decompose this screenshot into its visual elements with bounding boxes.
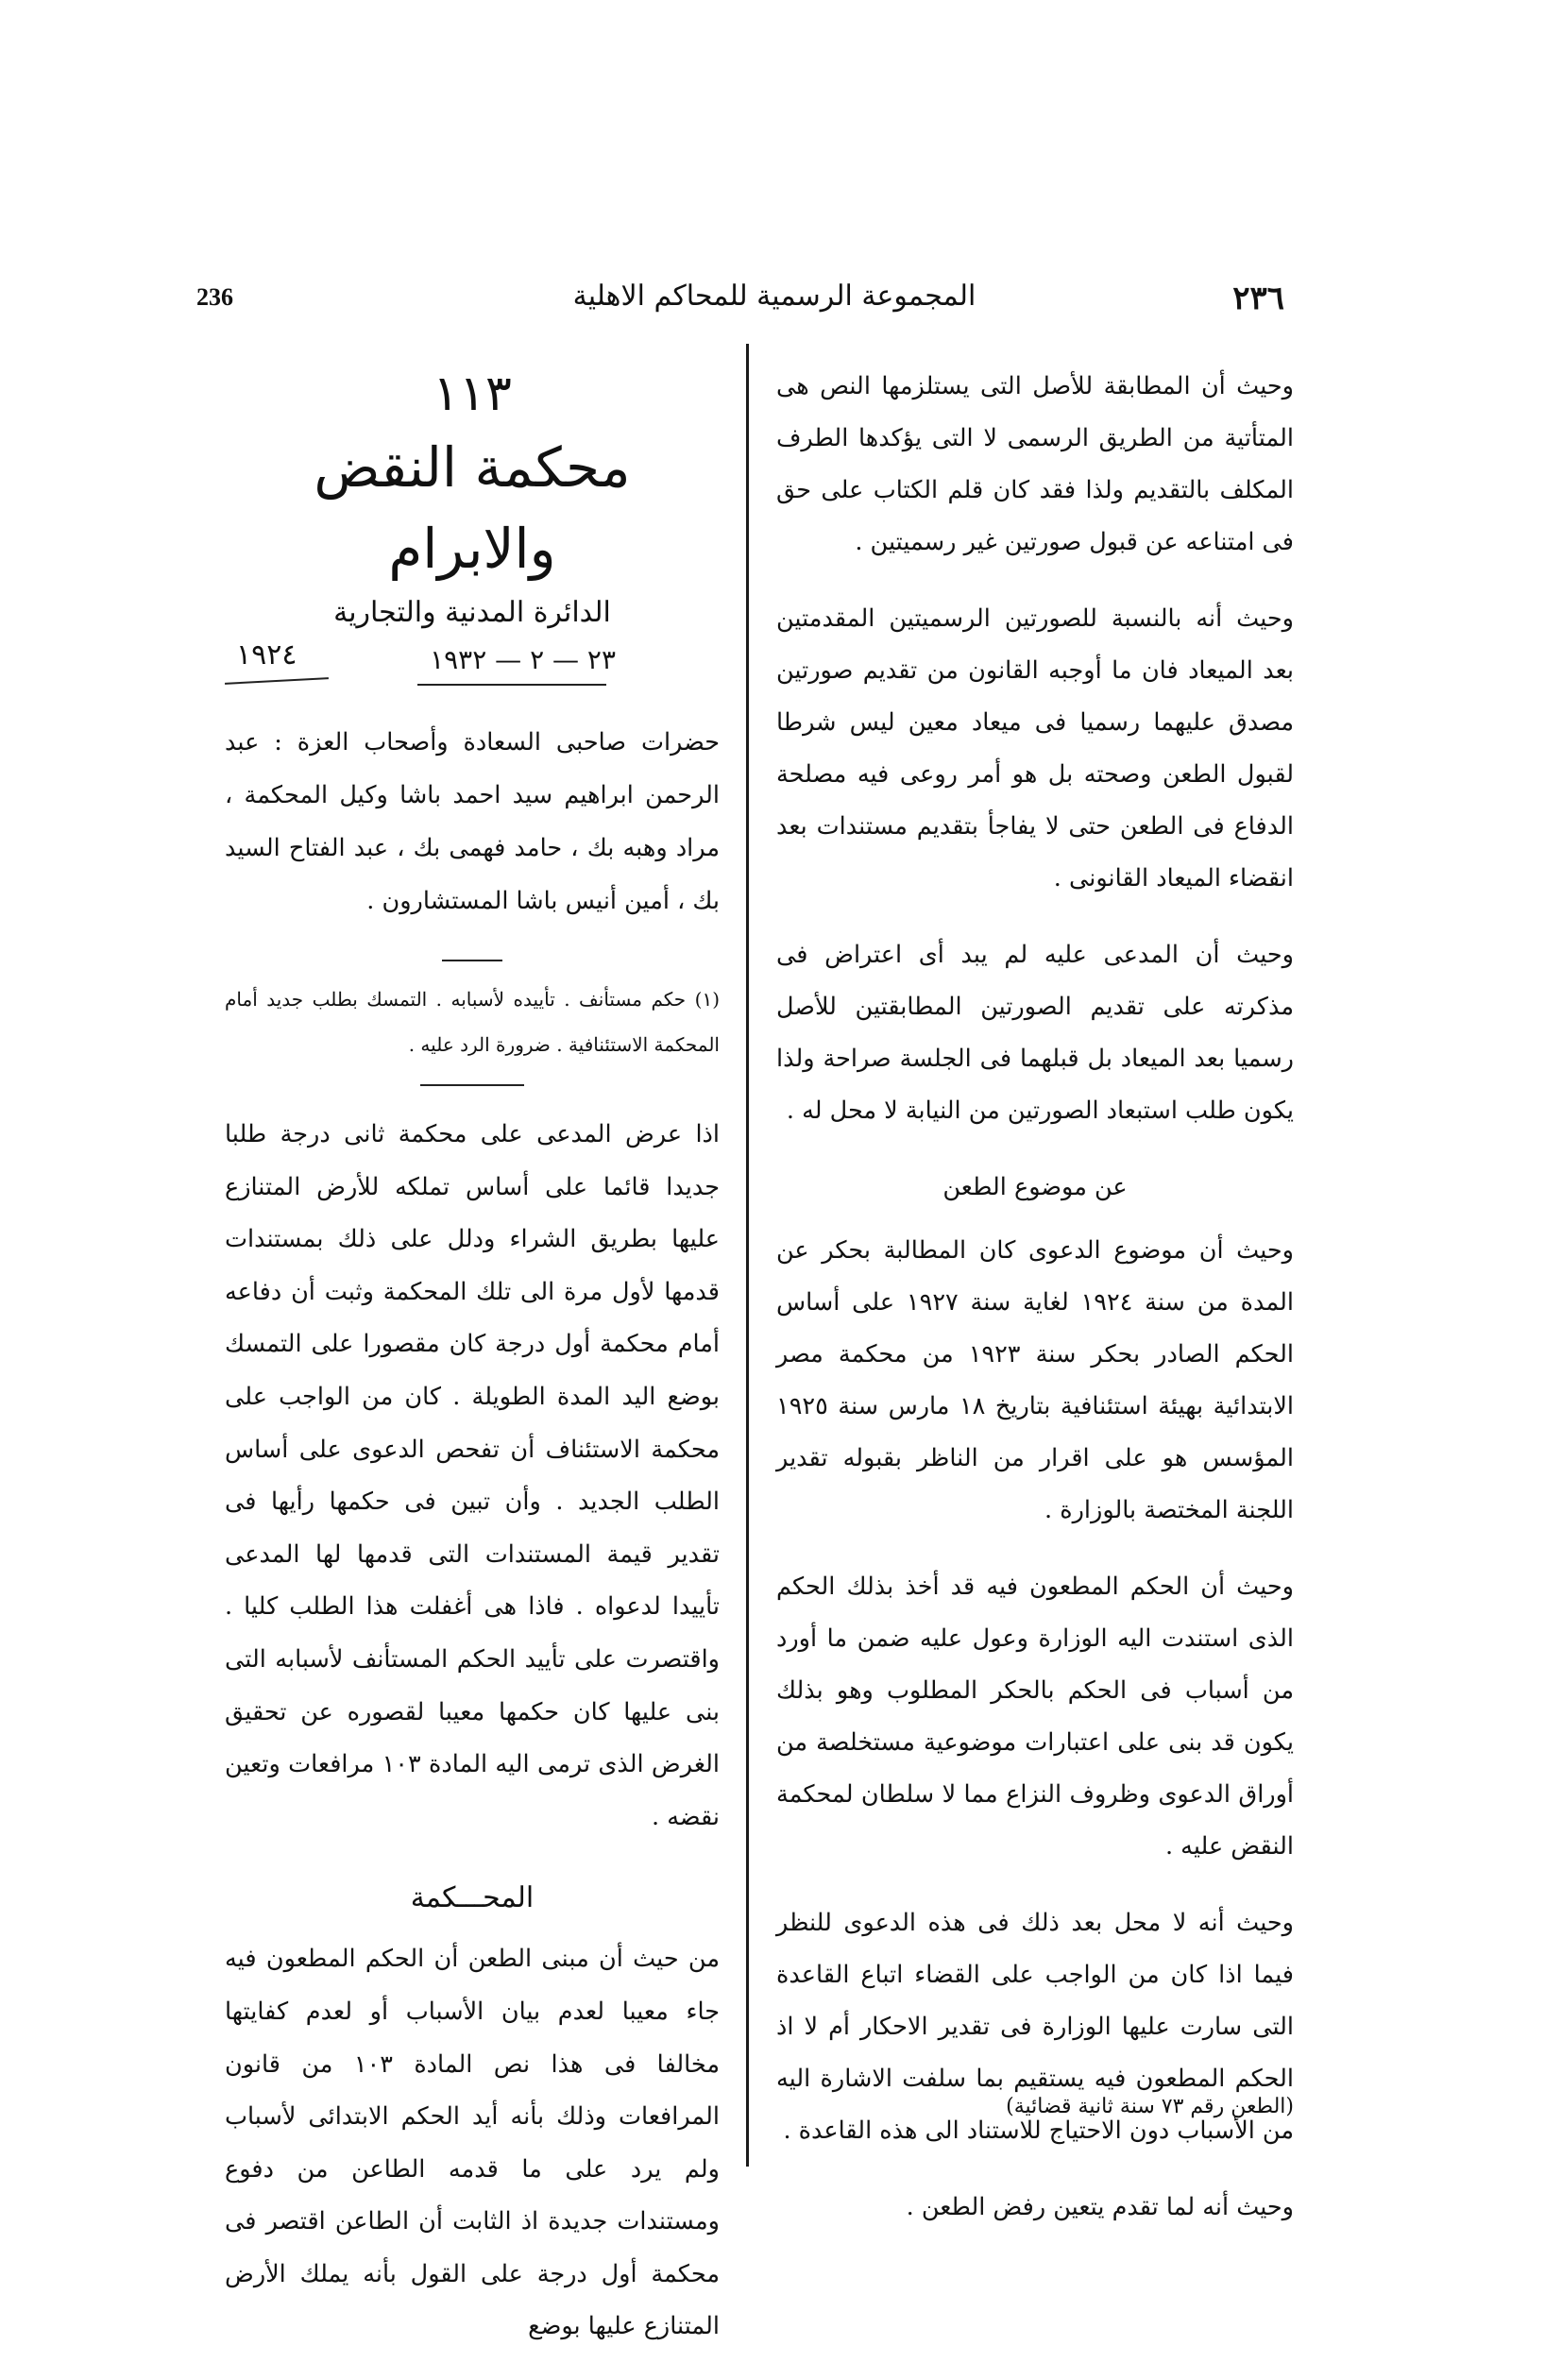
separator-rule	[442, 960, 502, 961]
headnote: (١) حكم مستأنف . تأييده لأسبابه . التمسك بطلب جديد أمام المحكمة الاستئنافية . ضرورة الرد عليه .	[225, 988, 720, 1056]
case-number: ١١٣	[433, 366, 512, 422]
date-line	[225, 637, 720, 703]
left-column	[225, 361, 720, 2354]
chamber-name: الدائرة المدنية والتجارية	[333, 596, 611, 629]
court-name: محكمة النقض والابرام	[314, 435, 631, 581]
separator-rule	[420, 1084, 524, 1086]
section-subheading: عن موضوع الطعن	[942, 1173, 1128, 1201]
paragraph: وحيث أنه لا محل بعد ذلك فى هذه الدعوى للنظر فيما اذا كان من الواجب على القضاء اتباع القاعدة التى سارت عليها الوزارة فى تقدير الاحكار أم لا اذ الحكم المطعون فيه يستقيم بما سلفت الاشارة اليه من الأسباب دون الاحتياج للاستناد الى هذه القاعدة .	[776, 1909, 1294, 2145]
judges-paragraph: حضرات صاحبى السعادة وأصحاب العزة : عبد الرحمن ابراهيم سيد احمد باشا وكيل المحكمة ، مراد وهبه بك ، حامد فهمى بك ، عبد الفتاح السيد بك ، أمين أنيس باشا المستشارون .	[225, 728, 720, 915]
handwritten-underline	[225, 677, 329, 685]
paragraph: وحيث أن موضوع الدعوى كان المطالبة بحكر عن المدة من سنة ١٩٢٤ لغاية سنة ١٩٢٧ على أساس الحكم الصادر بحكر سنة ١٩٢٣ من محكمة مصر الابتدائية بهيئة استئنافية بتاريخ ١٨ مارس سنة ١٩٢٥ المؤسس هو على اقرار من الناظر بقبوله تقدير اللجنة المختصة بالوزارة .	[776, 1236, 1295, 1524]
judgment-date: ٢٣ — ٢ — ١٩٣٢	[430, 644, 616, 675]
paragraph: وحيث أنه بالنسبة للصورتين الرسميتين المقدمتين بعد الميعاد فان ما أوجبه القانون من تقديم صورتين مصدق عليهما رسميا فى ميعاد معين ليس شرطا لقبول الطعن وصحته بل هو أمر روعى فيه مصلحة الدفاع فى الطعن حتى لا يفاجأ بتقديم مستندات بعد انقضاء الميعاد القانونى .	[776, 604, 1294, 892]
handwritten-year: ١٩٢٤	[236, 638, 297, 672]
paragraph: وحيث أن المدعى عليه لم يبد أى اعتراض فى مذكرته على تقديم الصورتين المطابقتين للأصل رسميا بعد الميعاد بل قبلهما فى الجلسة صراحة ولذا يكون طلب استبعاد الصورتين من النيابة لا محل له .	[776, 941, 1294, 1125]
court-section-heading: المحـــكمة	[410, 1881, 535, 1915]
summary-paragraph: اذا عرض المدعى على محكمة ثانى درجة طلبا جديدا قائما على أساس تملكه للأرض المتنازع عليها بطريق الشراء ودلل على ذلك بمستندات قدمها لأول مرة الى تلك المحكمة وثبت أن دفاعه أمام محكمة أول درجة كان مقصورا على التمسك بوضع اليد المدة الطويلة . كان من الواجب على محكمة الاستئناف أن تفحص الدعوى على أساس الطلب الجديد . وأن تبين فى حكمها رأيها فى تقدير قيمة المستندات التى قدمها لها المدعى تأييدا لدعواه . فاذا هى أغفلت هذا الطلب كليا . واقتصرت على تأييد الحكم المستأنف لأسبابه التى بنى عليها كان حكمها معيبا لقصوره عن تحقيق الغرض الذى ترمى اليه المادة ١٠٣ مرافعات وتعين نقضه .	[225, 1120, 720, 1831]
date-underline	[417, 684, 606, 686]
page-number-latin: 236	[196, 283, 233, 311]
paragraph: وحيث أن الحكم المطعون فيه قد أخذ بذلك الحكم الذى استندت اليه الوزارة وعول عليه ضمن ما أورد من أسباب فى الحكم بالحكر المطلوب وهو بذلك يكون قد بنى على اعتبارات موضوعية مستخلصة من أوراق الدعوى وظروف النزاع مما لا سلطان لمحكمة النقض عليه .	[776, 1572, 1294, 1861]
column-divider	[746, 344, 749, 2167]
page-number-arabic: ٢٣٦	[1232, 280, 1284, 317]
right-column	[776, 361, 1294, 2258]
ruling-paragraph: من حيث أن مبنى الطعن أن الحكم المطعون فيه جاء معيبا لعدم بيان الأسباب أو لعدم كفايتها مخالفا فى هذا نص المادة ١٠٣ من قانون المرافعات وذلك بأنه أيد الحكم الابتدائى لأسباب ولم يرد على ما قدمه الطاعن من دفوع ومستندات جديدة اذ الثابت أن الطاعن اقتصر فى محكمة أول درجة على القول بأنه يملك الأرض المتنازع عليها بوضع	[225, 1945, 720, 2341]
handwritten-case-note: (الطعن رقم ٧٣ سنة ثانية قضائية)	[1006, 2095, 1294, 2118]
paragraph: وحيث أن المطابقة للأصل التى يستلزمها النص هى المتأتية من الطريق الرسمى لا التى يؤكدها الطرف المكلف بالتقديم ولذا فقد كان قلم الكتاب على حق فى امتناعه عن قبول صورتين غير رسميتين .	[776, 372, 1294, 556]
running-header-title: المجموعة الرسمية للمحاكم الاهلية	[572, 280, 976, 313]
paragraph: وحيث أنه لما تقدم يتعين رفض الطعن .	[906, 2193, 1294, 2221]
